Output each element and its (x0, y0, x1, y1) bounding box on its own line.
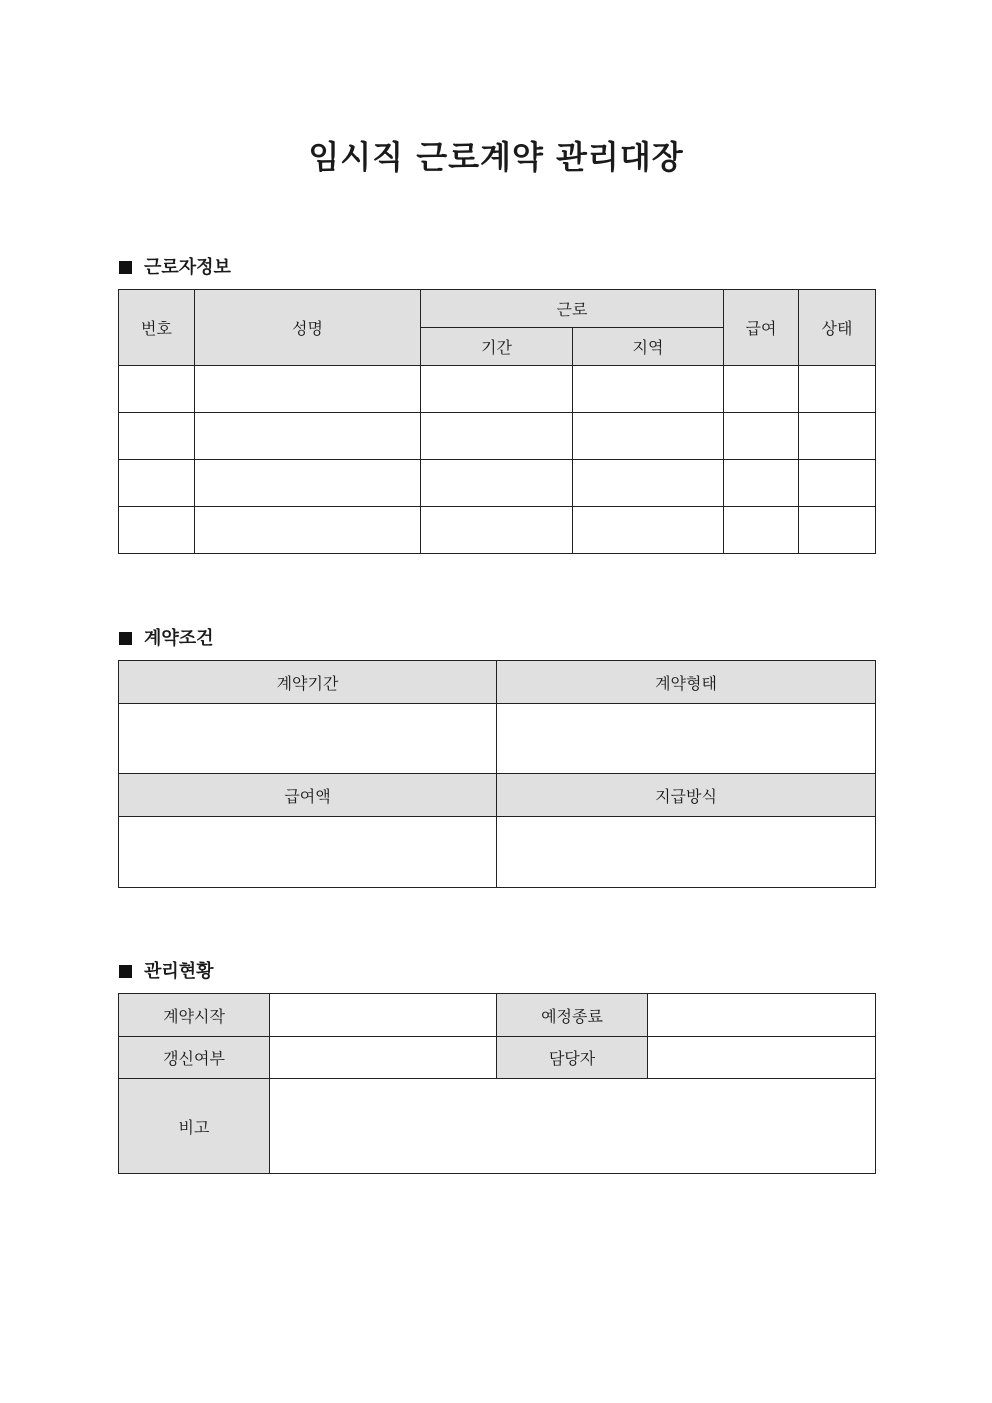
field-note[interactable] (270, 1079, 876, 1174)
square-bullet-icon (119, 965, 132, 978)
label-manager: 담당자 (497, 1037, 648, 1079)
cell-pay[interactable] (724, 507, 799, 554)
square-bullet-icon (119, 632, 132, 645)
field-planned-end[interactable] (648, 994, 876, 1037)
document-title: 임시직 근로계약 관리대장 (308, 138, 684, 176)
section-heading-worker-info (119, 253, 231, 279)
management-status-table (118, 993, 876, 1174)
header-name: 성명 (195, 290, 421, 366)
header-region: 지역 (573, 328, 724, 366)
label-planned-end: 예정종료 (497, 994, 648, 1037)
section-heading-label: 근로자정보 (144, 257, 231, 278)
label-note: 비고 (119, 1079, 270, 1174)
cell-pay[interactable] (724, 366, 799, 413)
label-contract-start: 계약시작 (119, 994, 270, 1037)
header-no: 번호 (119, 290, 195, 366)
table-row (119, 413, 876, 460)
label-pay-amount: 급여액 (119, 774, 497, 817)
cell-name[interactable] (195, 507, 421, 554)
label-pay-method: 지급방식 (497, 774, 876, 817)
cell-region[interactable] (573, 413, 724, 460)
cell-no[interactable] (119, 366, 195, 413)
cell-name[interactable] (195, 460, 421, 507)
square-bullet-icon (119, 261, 132, 274)
field-renewal[interactable] (270, 1037, 497, 1079)
cell-region[interactable] (573, 507, 724, 554)
cell-no[interactable] (119, 507, 195, 554)
section-heading-management-status (119, 957, 214, 983)
label-renewal: 갱신여부 (119, 1037, 270, 1079)
cell-period[interactable] (421, 460, 573, 507)
cell-period[interactable] (421, 366, 573, 413)
section-heading-label: 계약조건 (144, 628, 214, 649)
table-row (119, 507, 876, 554)
table-row (119, 460, 876, 507)
cell-status[interactable] (799, 413, 876, 460)
table-row (119, 366, 876, 413)
field-contract-type[interactable] (497, 704, 876, 774)
field-pay-amount[interactable] (119, 817, 497, 888)
field-manager[interactable] (648, 1037, 876, 1079)
cell-pay[interactable] (724, 460, 799, 507)
field-contract-start[interactable] (270, 994, 497, 1037)
header-period: 기간 (421, 328, 573, 366)
contract-terms-table (118, 660, 876, 888)
cell-no[interactable] (119, 413, 195, 460)
label-contract-type: 계약형태 (497, 661, 876, 704)
worker-info-table (118, 289, 876, 554)
cell-period[interactable] (421, 413, 573, 460)
field-pay-method[interactable] (497, 817, 876, 888)
cell-status[interactable] (799, 460, 876, 507)
cell-period[interactable] (421, 507, 573, 554)
cell-pay[interactable] (724, 413, 799, 460)
field-contract-period[interactable] (119, 704, 497, 774)
label-contract-period: 계약기간 (119, 661, 497, 704)
header-work: 근로 (421, 290, 724, 328)
cell-region[interactable] (573, 460, 724, 507)
cell-name[interactable] (195, 413, 421, 460)
cell-status[interactable] (799, 366, 876, 413)
cell-status[interactable] (799, 507, 876, 554)
cell-region[interactable] (573, 366, 724, 413)
section-heading-contract-terms (119, 624, 214, 650)
section-heading-label: 관리현황 (144, 961, 214, 982)
cell-no[interactable] (119, 460, 195, 507)
header-pay: 급여 (724, 290, 799, 366)
header-status: 상태 (799, 290, 876, 366)
cell-name[interactable] (195, 366, 421, 413)
